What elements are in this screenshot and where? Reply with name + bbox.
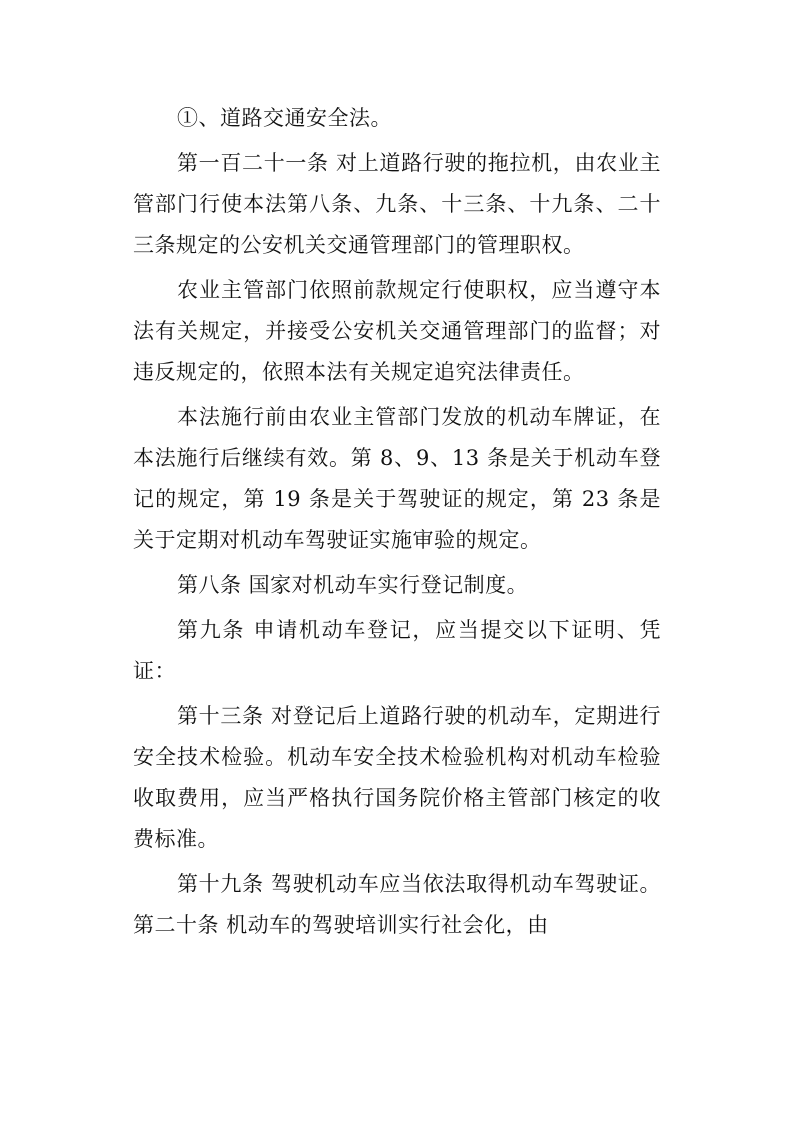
paragraph-license-validity: 本法施行前由农业主管部门发放的机动车牌证，在本法施行后继续有效。第 8、9、13 条是关于机动车登记的规定，第 19 条是关于驾驶证的规定，第 23 条是关于定期对机动车驾驶证实施审验的规定。	[133, 405, 661, 552]
paragraph-article-19-20: 第十九条 驾驶机动车应当依法取得机动车驾驶证。第二十条 机动车的驾驶培训实行社会化，由	[133, 872, 661, 937]
paragraph-article-13: 第十三条 对登记后上道路行驶的机动车，定期进行安全技术检验。机动车安全技术检验机构对机动车检验收取费用，应当严格执行国务院价格主管部门核定的收费标准。	[133, 704, 661, 851]
paragraph-agriculture-supervision: 农业主管部门依照前款规定行使职权，应当遵守本法有关规定，并接受公安机关交通管理部门的监督；对违反规定的，依照本法有关规定追究法律责任。	[133, 278, 661, 384]
paragraph-heading-law-title: ①、道路交通安全法。	[177, 106, 392, 130]
document-body	[133, 98, 661, 950]
paragraph-article-9: 第九条 申请机动车登记，应当提交以下证明、凭证：	[133, 618, 661, 683]
paragraph-article-8: 第八条 国家对机动车实行登记制度。	[177, 573, 529, 597]
paragraph-article-121: 第一百二十一条 对上道路行驶的拖拉机，由农业主管部门行使本法第八条、九条、十三条、十九条、二十三条规定的公安机关交通管理部门的管理职权。	[133, 151, 661, 257]
